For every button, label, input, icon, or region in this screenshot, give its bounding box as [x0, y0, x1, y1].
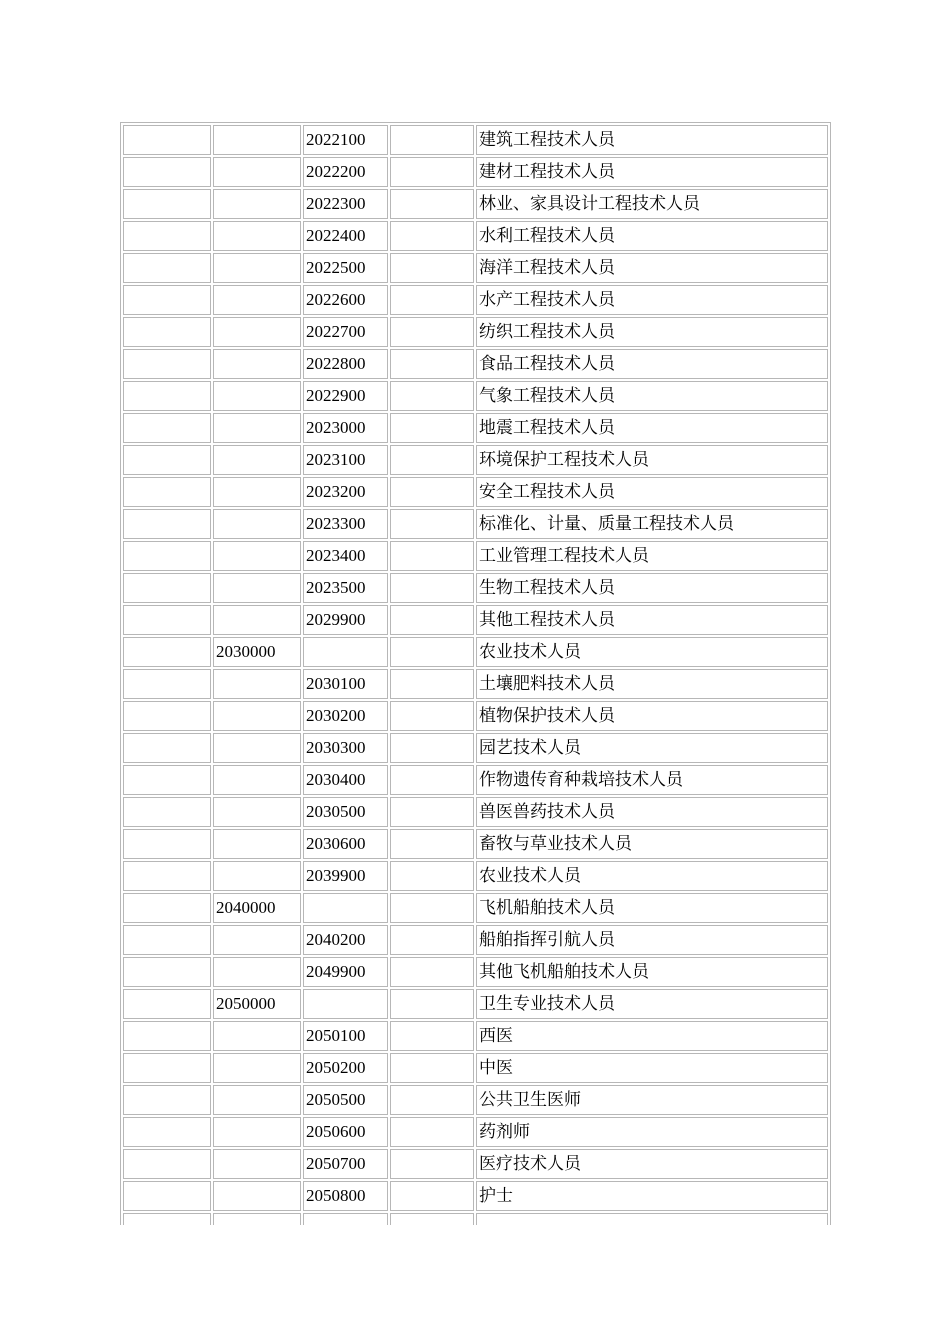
table-cell-occupation-code: 2023000 [303, 413, 388, 443]
table-cell-category-code [213, 573, 301, 603]
table-cell-blank-2 [390, 285, 474, 315]
table-cell-occupation-title: 食品工程技术人员 [476, 349, 828, 379]
table-row [123, 445, 828, 475]
table-cell-occupation-title: 西医 [476, 1021, 828, 1051]
table-cell-category-code: 2030000 [213, 637, 301, 667]
table-cell-category-code [213, 733, 301, 763]
table-cell-occupation-code: 2030600 [303, 829, 388, 859]
table-cell-occupation-code [303, 893, 388, 923]
table-cell-occupation-code: 2030100 [303, 669, 388, 699]
table-cell-occupation-title [476, 1213, 828, 1225]
table-cell-occupation-title: 生物工程技术人员 [476, 573, 828, 603]
table-cell-category-code [213, 413, 301, 443]
table-row [123, 829, 828, 859]
table-cell-category-code [213, 317, 301, 347]
table-cell-blank-1 [123, 797, 211, 827]
table-cell-occupation-title: 安全工程技术人员 [476, 477, 828, 507]
table-cell-occupation-title: 作物遗传育种栽培技术人员 [476, 765, 828, 795]
table-cell-blank-1 [123, 829, 211, 859]
table-cell-occupation-code [303, 637, 388, 667]
table-cell-blank-2 [390, 445, 474, 475]
table-row [123, 1053, 828, 1083]
table-row [123, 957, 828, 987]
table-cell-occupation-title: 土壤肥料技术人员 [476, 669, 828, 699]
table-cell-occupation-code: 2049900 [303, 957, 388, 987]
table-cell-occupation-title: 医疗技术人员 [476, 1149, 828, 1179]
table-cell-category-code: 2050000 [213, 989, 301, 1019]
table-cell-occupation-code: 2050200 [303, 1053, 388, 1083]
table-cell-blank-2 [390, 701, 474, 731]
table-cell-occupation-title: 畜牧与草业技术人员 [476, 829, 828, 859]
table-cell-category-code [213, 125, 301, 155]
table-cell-blank-2 [390, 221, 474, 251]
table-cell-blank-1 [123, 605, 211, 635]
table-cell-blank-2 [390, 733, 474, 763]
table-cell-occupation-title: 农业技术人员 [476, 861, 828, 891]
table-cell-blank-2 [390, 1117, 474, 1147]
table-cell-blank-2 [390, 957, 474, 987]
table-cell-occupation-code: 2039900 [303, 861, 388, 891]
table-cell-blank-1 [123, 701, 211, 731]
table-container [120, 122, 831, 1225]
table-cell-category-code [213, 605, 301, 635]
table-cell-blank-2 [390, 189, 474, 219]
table-row [123, 1085, 828, 1115]
table-cell-blank-2 [390, 253, 474, 283]
table-cell-occupation-title: 其他工程技术人员 [476, 605, 828, 635]
table-cell-blank-1 [123, 509, 211, 539]
table-cell-occupation-code: 2030300 [303, 733, 388, 763]
table-cell-category-code [213, 381, 301, 411]
table-cell-blank-1 [123, 221, 211, 251]
table-cell-occupation-code: 2029900 [303, 605, 388, 635]
table-cell-category-code [213, 285, 301, 315]
table-cell-blank-2 [390, 413, 474, 443]
table-cell-occupation-code: 2022800 [303, 349, 388, 379]
table-row [123, 893, 828, 923]
table-cell-blank-2 [390, 605, 474, 635]
table-cell-occupation-code: 2050800 [303, 1181, 388, 1211]
table-cell-occupation-title: 水利工程技术人员 [476, 221, 828, 251]
table-cell-occupation-title: 中医 [476, 1053, 828, 1083]
table-cell-category-code [213, 253, 301, 283]
table-cell-blank-1 [123, 541, 211, 571]
table-cell-category-code: 2040000 [213, 893, 301, 923]
table-cell-occupation-title: 气象工程技术人员 [476, 381, 828, 411]
table-cell-blank-2 [390, 1181, 474, 1211]
table-cell-category-code [213, 157, 301, 187]
table-cell-category-code [213, 445, 301, 475]
occupation-code-table [120, 122, 831, 1225]
table-cell-occupation-code: 2022100 [303, 125, 388, 155]
table-cell-occupation-title: 环境保护工程技术人员 [476, 445, 828, 475]
table-cell-occupation-title: 护士 [476, 1181, 828, 1211]
table-cell-occupation-code: 2030400 [303, 765, 388, 795]
table-cell-blank-1 [123, 989, 211, 1019]
table-cell-blank-2 [390, 1213, 474, 1225]
table-cell-occupation-title: 工业管理工程技术人员 [476, 541, 828, 571]
table-cell-occupation-code: 2040200 [303, 925, 388, 955]
table-cell-occupation-title: 海洋工程技术人员 [476, 253, 828, 283]
table-row [123, 669, 828, 699]
table-cell-blank-2 [390, 925, 474, 955]
table-cell-occupation-title: 公共卫生医师 [476, 1085, 828, 1115]
table-cell-occupation-code: 2023200 [303, 477, 388, 507]
table-cell-category-code [213, 1213, 301, 1225]
table-cell-category-code [213, 925, 301, 955]
table-cell-blank-2 [390, 317, 474, 347]
table-row [123, 317, 828, 347]
table-cell-occupation-code: 2023100 [303, 445, 388, 475]
table-cell-blank-2 [390, 1085, 474, 1115]
table-cell-occupation-code: 2050500 [303, 1085, 388, 1115]
table-cell-blank-1 [123, 1117, 211, 1147]
table-row [123, 285, 828, 315]
table-cell-blank-2 [390, 381, 474, 411]
table-cell-occupation-title: 药剂师 [476, 1117, 828, 1147]
table-cell-blank-1 [123, 733, 211, 763]
table-row [123, 861, 828, 891]
table-cell-category-code [213, 477, 301, 507]
table-row [123, 381, 828, 411]
table-row [123, 477, 828, 507]
table-cell-blank-2 [390, 637, 474, 667]
table-cell-category-code [213, 861, 301, 891]
table-cell-occupation-title: 植物保护技术人员 [476, 701, 828, 731]
table-cell-category-code [213, 221, 301, 251]
table-cell-occupation-code: 2022600 [303, 285, 388, 315]
table-row [123, 125, 828, 155]
table-cell-occupation-code: 2050100 [303, 1021, 388, 1051]
table-cell-category-code [213, 957, 301, 987]
table-cell-blank-2 [390, 1053, 474, 1083]
table-cell-blank-1 [123, 477, 211, 507]
table-row [123, 189, 828, 219]
table-cell-blank-2 [390, 797, 474, 827]
table-cell-category-code [213, 797, 301, 827]
table-row [123, 541, 828, 571]
table-cell-category-code [213, 1181, 301, 1211]
table-cell-occupation-code: 2030200 [303, 701, 388, 731]
table-row [123, 637, 828, 667]
table-row [123, 413, 828, 443]
table-cell-occupation-title: 卫生专业技术人员 [476, 989, 828, 1019]
table-cell-occupation-title: 农业技术人员 [476, 637, 828, 667]
table-cell-blank-1 [123, 189, 211, 219]
table-cell-category-code [213, 189, 301, 219]
table-cell-occupation-title: 兽医兽药技术人员 [476, 797, 828, 827]
table-cell-blank-1 [123, 765, 211, 795]
table-row [123, 1021, 828, 1051]
table-cell-blank-1 [123, 957, 211, 987]
table-cell-blank-2 [390, 893, 474, 923]
table-cell-category-code [213, 701, 301, 731]
table-cell-blank-2 [390, 829, 474, 859]
table-cell-blank-2 [390, 669, 474, 699]
table-cell-blank-2 [390, 1149, 474, 1179]
table-cell-blank-1 [123, 1053, 211, 1083]
table-cell-blank-2 [390, 573, 474, 603]
table-row [123, 925, 828, 955]
table-cell-blank-1 [123, 253, 211, 283]
table-row [123, 605, 828, 635]
table-cell-occupation-code [303, 1213, 388, 1225]
table-cell-category-code [213, 669, 301, 699]
table-cell-occupation-title: 水产工程技术人员 [476, 285, 828, 315]
table-cell-category-code [213, 1021, 301, 1051]
table-row [123, 157, 828, 187]
table-cell-category-code [213, 1149, 301, 1179]
table-cell-blank-1 [123, 285, 211, 315]
table-cell-occupation-code: 2022400 [303, 221, 388, 251]
table-cell-blank-2 [390, 157, 474, 187]
table-row [123, 1149, 828, 1179]
table-row [123, 1117, 828, 1147]
table-cell-blank-1 [123, 669, 211, 699]
table-cell-blank-2 [390, 861, 474, 891]
table-cell-occupation-code: 2022300 [303, 189, 388, 219]
table-cell-blank-1 [123, 925, 211, 955]
table-row [123, 1213, 828, 1225]
table-cell-occupation-code: 2030500 [303, 797, 388, 827]
table-cell-occupation-code: 2022700 [303, 317, 388, 347]
table-cell-blank-1 [123, 1213, 211, 1225]
table-cell-blank-1 [123, 157, 211, 187]
table-cell-category-code [213, 1085, 301, 1115]
table-cell-blank-1 [123, 861, 211, 891]
table-cell-occupation-code: 2023300 [303, 509, 388, 539]
table-cell-blank-2 [390, 765, 474, 795]
table-cell-blank-2 [390, 989, 474, 1019]
table-cell-occupation-code: 2022200 [303, 157, 388, 187]
table-cell-occupation-code: 2050700 [303, 1149, 388, 1179]
table-row [123, 253, 828, 283]
table-cell-category-code [213, 765, 301, 795]
table-cell-category-code [213, 1117, 301, 1147]
table-cell-blank-1 [123, 573, 211, 603]
table-cell-blank-2 [390, 1021, 474, 1051]
table-cell-occupation-title: 园艺技术人员 [476, 733, 828, 763]
table-cell-occupation-title: 船舶指挥引航人员 [476, 925, 828, 955]
table-cell-occupation-code: 2022500 [303, 253, 388, 283]
table-cell-category-code [213, 1053, 301, 1083]
table-row [123, 797, 828, 827]
table-cell-occupation-code: 2023500 [303, 573, 388, 603]
table-cell-blank-2 [390, 509, 474, 539]
table-cell-blank-1 [123, 125, 211, 155]
table-cell-blank-2 [390, 349, 474, 379]
table-cell-occupation-code: 2050600 [303, 1117, 388, 1147]
table-cell-blank-1 [123, 1021, 211, 1051]
table-cell-blank-1 [123, 893, 211, 923]
table-cell-category-code [213, 829, 301, 859]
table-row [123, 221, 828, 251]
table-cell-occupation-title: 建筑工程技术人员 [476, 125, 828, 155]
table-cell-blank-1 [123, 1149, 211, 1179]
table-cell-blank-1 [123, 317, 211, 347]
table-cell-occupation-title: 林业、家具设计工程技术人员 [476, 189, 828, 219]
table-cell-blank-2 [390, 125, 474, 155]
table-cell-occupation-code: 2022900 [303, 381, 388, 411]
table-cell-category-code [213, 509, 301, 539]
table-cell-category-code [213, 349, 301, 379]
table-cell-blank-1 [123, 349, 211, 379]
table-cell-occupation-code [303, 989, 388, 1019]
table-cell-occupation-code: 2023400 [303, 541, 388, 571]
table-cell-occupation-title: 建材工程技术人员 [476, 157, 828, 187]
table-cell-occupation-title: 纺织工程技术人员 [476, 317, 828, 347]
table-cell-blank-1 [123, 637, 211, 667]
table-cell-blank-1 [123, 445, 211, 475]
table-cell-occupation-title: 标准化、计量、质量工程技术人员 [476, 509, 828, 539]
table-cell-blank-1 [123, 1085, 211, 1115]
table-cell-blank-1 [123, 1181, 211, 1211]
table-cell-occupation-title: 地震工程技术人员 [476, 413, 828, 443]
table-row [123, 989, 828, 1019]
table-cell-blank-1 [123, 381, 211, 411]
table-row [123, 701, 828, 731]
table-cell-blank-2 [390, 477, 474, 507]
table-cell-occupation-title: 飞机船舶技术人员 [476, 893, 828, 923]
table-cell-occupation-title: 其他飞机船舶技术人员 [476, 957, 828, 987]
table-row [123, 349, 828, 379]
table-cell-blank-1 [123, 413, 211, 443]
table-cell-category-code [213, 541, 301, 571]
table-row [123, 573, 828, 603]
table-row [123, 1181, 828, 1211]
table-row [123, 765, 828, 795]
table-row [123, 509, 828, 539]
table-row [123, 733, 828, 763]
table-cell-blank-2 [390, 541, 474, 571]
